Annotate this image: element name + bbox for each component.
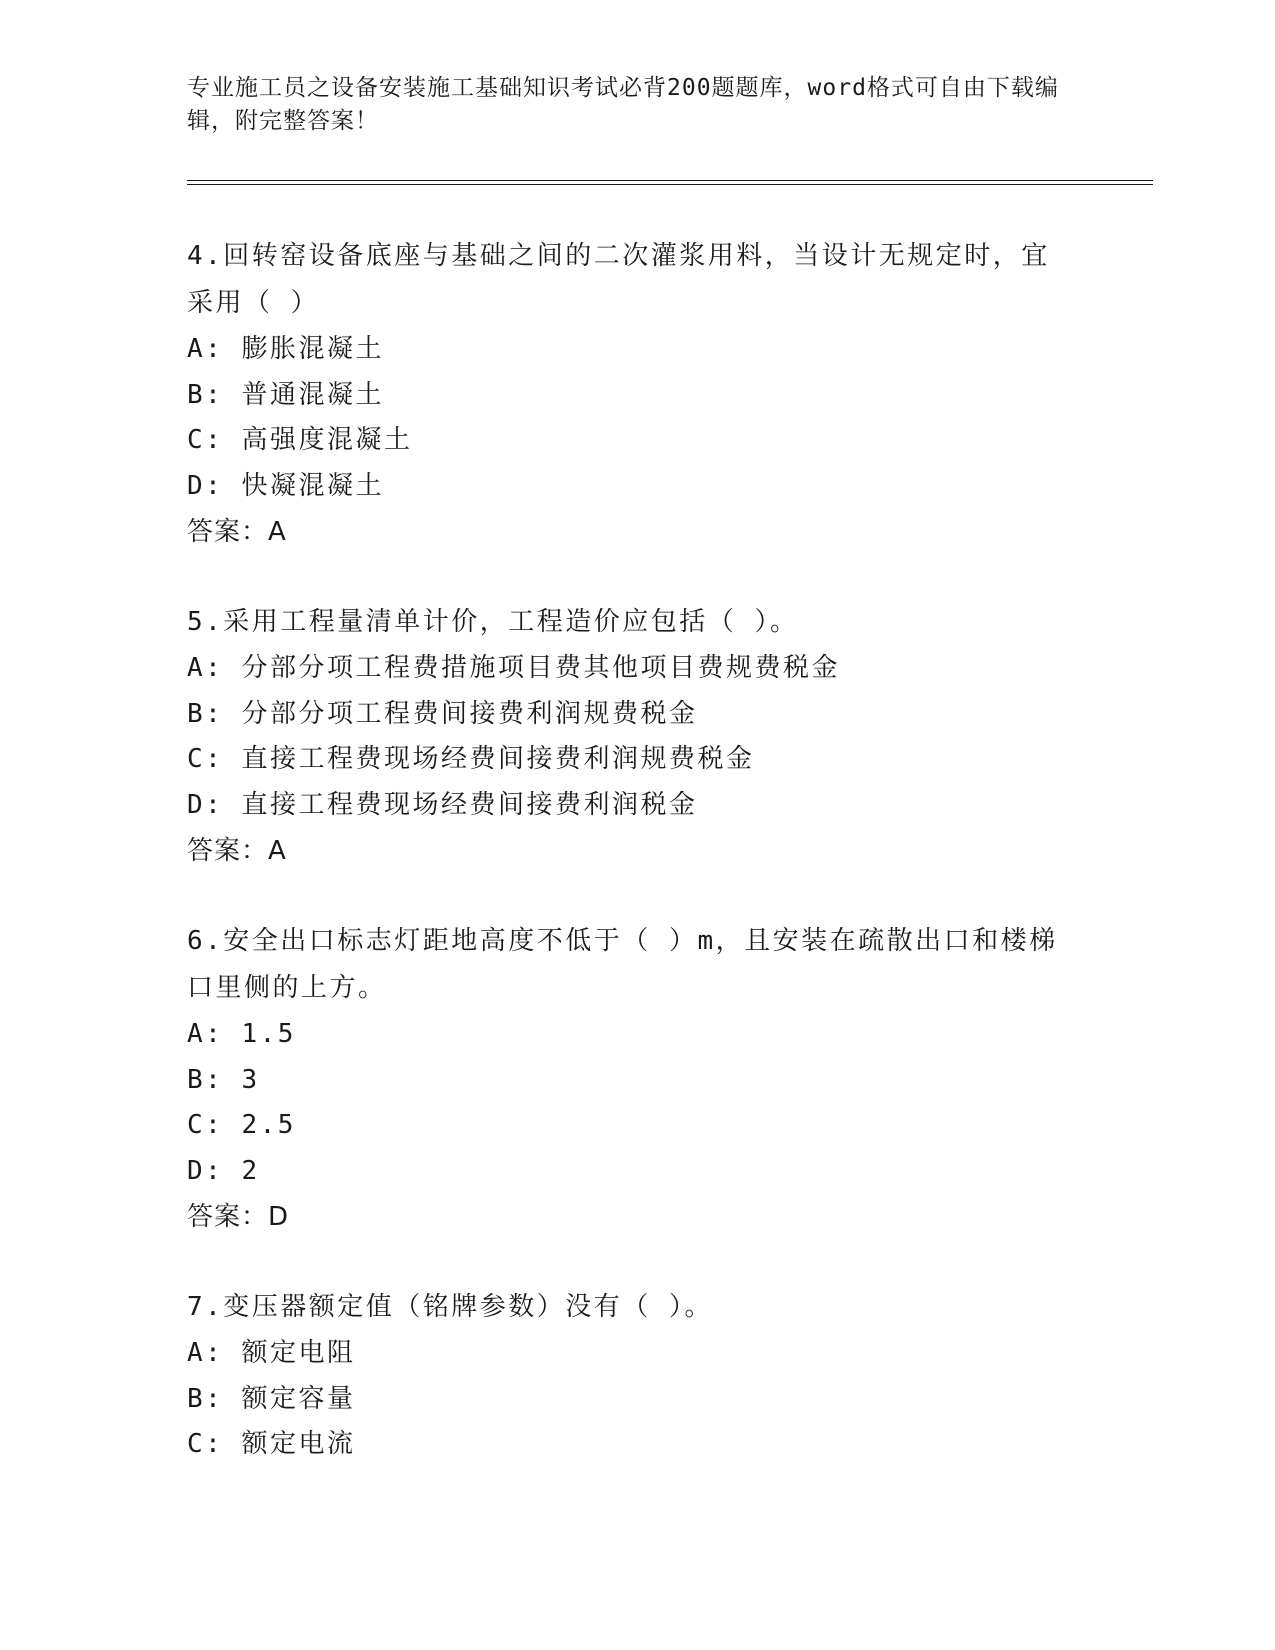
question-option: D: 2 <box>187 1155 260 1186</box>
question-item <box>187 599 1067 874</box>
question-option: C: 额定电流 <box>187 1429 356 1459</box>
question-option: B: 分部分项工程费间接费利润规费税金 <box>187 698 698 729</box>
question-stem: 7.变压器额定值（铭牌参数）没有（ ）。 <box>187 1292 713 1322</box>
question-answer: 答案：D <box>187 1202 290 1232</box>
question-item <box>187 918 1067 1240</box>
question-item <box>187 233 1067 555</box>
question-stem: 4.回转窑设备底座与基础之间的二次灌浆用料，当设计无规定时，宜采用（ ） <box>187 241 1050 318</box>
question-option: B: 额定容量 <box>187 1383 356 1414</box>
header-divider-line <box>187 180 1153 181</box>
header-divider-line <box>187 184 1153 185</box>
question-answer: 答案：A <box>187 517 287 547</box>
question-option: D: 直接工程费现场经费间接费利润税金 <box>187 789 698 820</box>
question-option: B: 普通混凝土 <box>187 379 384 410</box>
question-item <box>187 1284 1067 1468</box>
question-option: A: 1.5 <box>187 1019 296 1049</box>
question-option: D: 快凝混凝土 <box>187 470 384 501</box>
question-option: C: 直接工程费现场经费间接费利润规费税金 <box>187 744 755 774</box>
question-option: A: 额定电阻 <box>187 1338 356 1368</box>
question-option: A: 膨胀混凝土 <box>187 334 384 364</box>
document-header: 专业施工员之设备安装施工基础知识考试必背200题题库，word格式可自由下载编辑，附完整答案！ <box>187 75 1059 134</box>
question-option: C: 高强度混凝土 <box>187 425 413 455</box>
question-answer: 答案：A <box>187 836 287 866</box>
question-list <box>187 233 1067 1512</box>
question-option: B: 3 <box>187 1064 260 1095</box>
question-option: C: 2.5 <box>187 1110 296 1140</box>
question-stem: 6.安全出口标志灯距地高度不低于（ ）m，且安装在疏散出口和楼梯口里侧的上方。 <box>187 926 1058 1003</box>
question-stem: 5.采用工程量清单计价，工程造价应包括（ ）。 <box>187 607 799 637</box>
question-option: A: 分部分项工程费措施项目费其他项目费规费税金 <box>187 653 840 683</box>
